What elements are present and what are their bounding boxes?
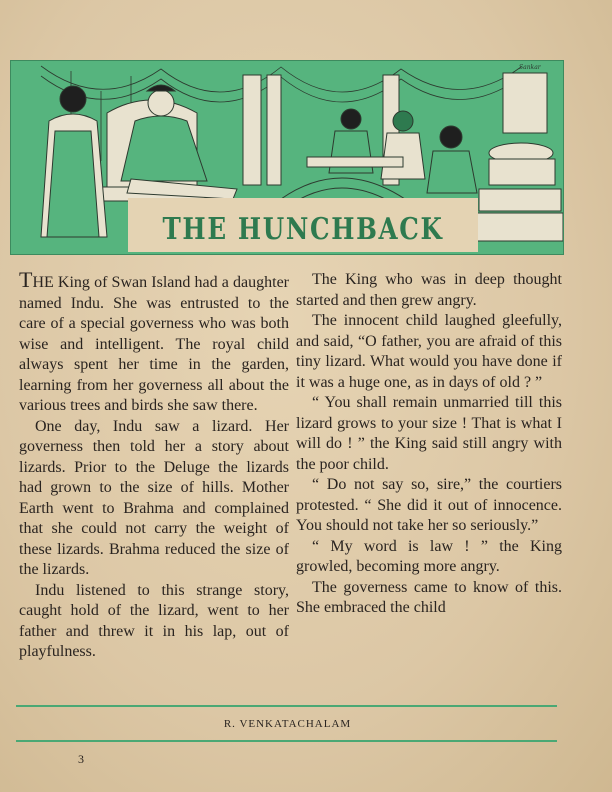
queen-figure bbox=[41, 86, 107, 237]
text-column-left bbox=[19, 267, 289, 663]
story-paragraph: The governess came to know of this. She embraced the child bbox=[296, 578, 562, 616]
title-panel bbox=[128, 198, 478, 252]
story-paragraph bbox=[19, 267, 289, 417]
drop-cap: T bbox=[19, 267, 33, 292]
page-number: 3 bbox=[78, 752, 84, 766]
ornate-stand bbox=[473, 73, 563, 241]
footer-divider-bottom bbox=[16, 740, 557, 742]
story-paragraph: The innocent child laughed gleefully, and said, “O father, you are afraid of this tiny lizard. What would you have done if it was a huge one, as in days of old ? ” bbox=[296, 312, 562, 391]
story-title: THE HUNCHBACK bbox=[162, 212, 444, 247]
palace-pillars bbox=[243, 75, 399, 185]
story-paragraph: One day, Indu saw a lizard. Her governess then told her a story about lizards. Prior to the Deluge the lizards had grown to the size of hills. Mother Earth went to Brahma and complained that she could not carry the weight of these lizards. Brahma reduced the size of the lizards. bbox=[19, 417, 289, 578]
story-paragraph: “ My word is law ! ” the King growled, becoming more angry. bbox=[296, 537, 562, 575]
illustrator-signature: Sankar bbox=[519, 64, 541, 71]
author-credit: R. VENKATACHALAM bbox=[223, 718, 352, 730]
text-column-right bbox=[296, 270, 562, 619]
paragraph-text: HE King of Swan Island had a daughter named Indu. She was entrusted to the care of a special governess who was both wise and intelligent. The royal child always spent her time in the garden, learning from her governess all about the various trees and birds she saw there. bbox=[19, 274, 289, 414]
story-paragraph: “ You shall remain unmarried till this lizard grows to your size ! That is what I will do ! ” the King said still angry with the poor child. bbox=[296, 394, 562, 473]
story-paragraph: The King who was in deep thought started and then grew angry. bbox=[296, 271, 562, 309]
story-paragraph: “ Do not say so, sire,” the courtiers protested. “ She did it out of innocence. You should not take her so seriously.” bbox=[296, 476, 562, 534]
story-paragraph: Indu listened to this strange story, caught hold of the lizard, went to her father and threw it in his lap, out of playfulness. bbox=[19, 581, 289, 660]
footer-divider-top bbox=[16, 705, 557, 707]
